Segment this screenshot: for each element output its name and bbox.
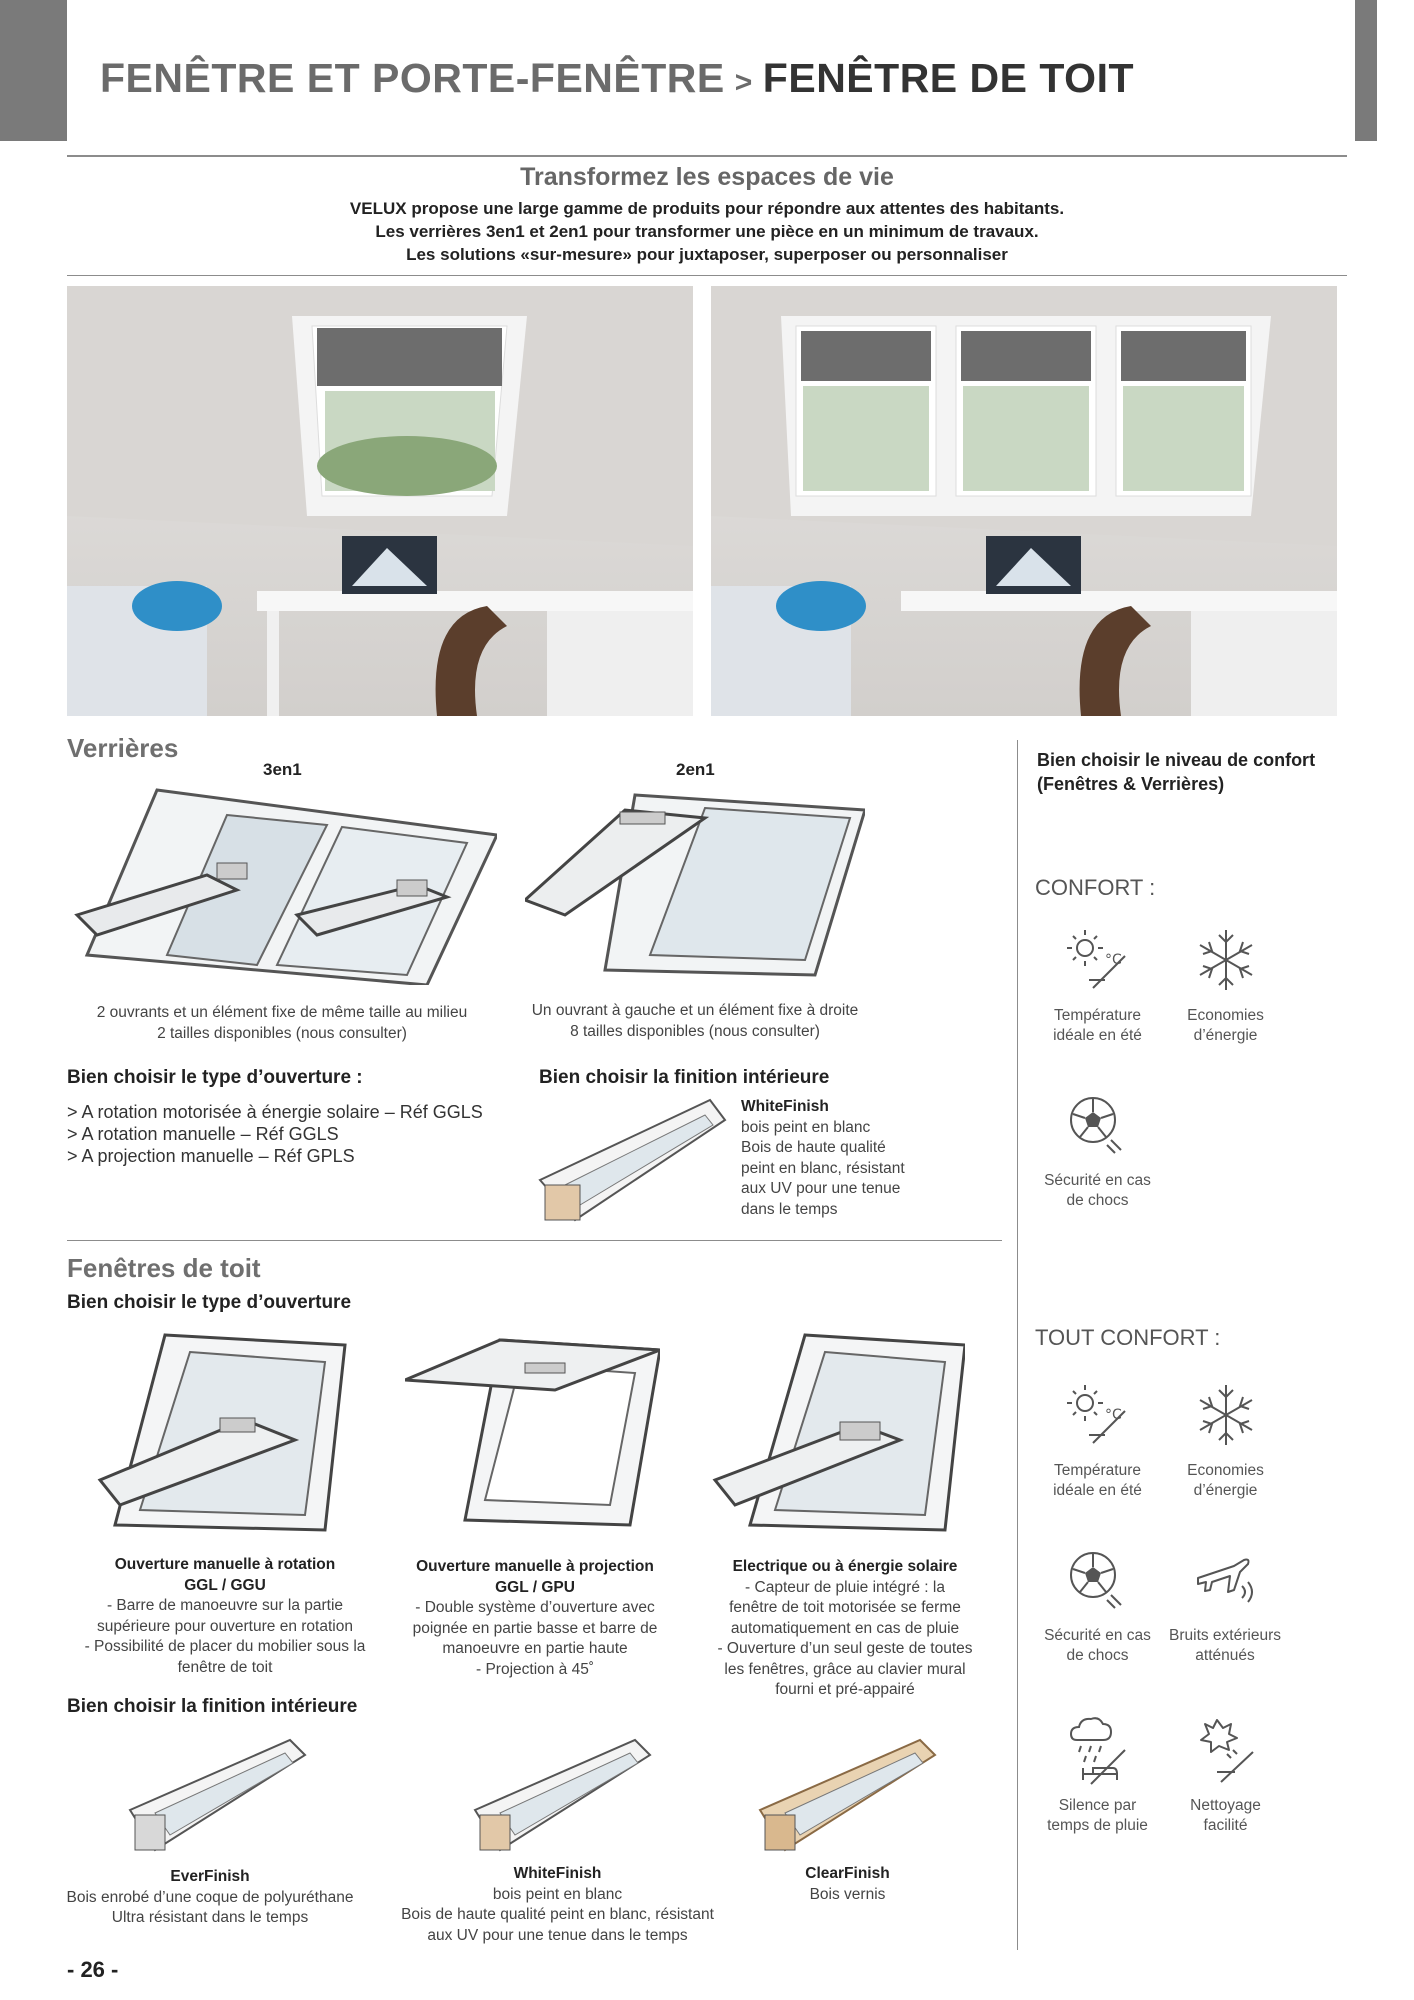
tout-confort-item-security — [1040, 1540, 1155, 1666]
opening-line: fourni et pré-appairé — [775, 1681, 915, 1698]
finish-line: Bois enrobé d’une coque de polyuréthane — [66, 1888, 354, 1906]
finish-name: EverFinish — [170, 1868, 250, 1885]
fenetres-opening-heading: Bien choisir le type d’ouverture — [67, 1292, 352, 1313]
verrieres-title: Verrières — [67, 733, 179, 763]
opening-title: Ouverture manuelle à rotation — [114, 1556, 336, 1573]
svg-text:°C: °C — [1104, 1407, 1122, 1423]
rain-bed-icon — [1063, 1710, 1133, 1790]
list-item: > A rotation manuelle – Réf GGLS — [67, 1124, 339, 1144]
tout-confort-item-noise — [1160, 1540, 1290, 1666]
intro-line: Les verrières 3en1 et 2en1 pour transformer une pièce en un minimum de travaux. — [375, 222, 1039, 241]
verrieres-opening-list — [67, 1101, 483, 1167]
finish-line: peint en blanc, résistant — [741, 1159, 905, 1177]
room-photo-triple — [711, 286, 1337, 716]
whitefinish-image — [470, 1735, 655, 1860]
opening-line: - Possibilité de placer du mobilier sous la — [84, 1638, 366, 1655]
heading-line: (Fenêtres & Verrières) — [1037, 774, 1225, 794]
sidebar-heading — [1037, 748, 1315, 796]
fenetres-title: Fenêtres de toit — [67, 1253, 261, 1283]
opening-line: - Barre de manoeuvre sur la partie — [106, 1597, 344, 1614]
finish-line: aux UV pour une tenue — [741, 1180, 901, 1197]
page-tab-right — [1355, 0, 1377, 141]
list-item: > A projection manuelle – Réf GPLS — [67, 1146, 355, 1166]
opening-line: poignée en partie basse et barre de — [412, 1619, 658, 1637]
tout-confort-item-temperature — [1040, 1375, 1155, 1501]
title-sub: FENÊTRE DE TOIT — [762, 55, 1135, 101]
icon-label: Température — [1053, 1007, 1141, 1024]
opening-line: - Double système d’ouverture avec — [415, 1599, 655, 1616]
opening-line: - Capteur de pluie intégré : la — [745, 1578, 945, 1596]
sun-temperature-icon — [1063, 920, 1133, 1000]
opening-line: - Projection à 45˚ — [475, 1660, 595, 1678]
opening-line: - Ouverture d’un seul geste de toutes — [717, 1640, 973, 1657]
icon-label: Economies — [1187, 1007, 1264, 1024]
icon-label: Economies — [1187, 1462, 1264, 1479]
finish-line: dans le temps — [741, 1200, 838, 1218]
tout-confort-title: TOUT CONFORT : — [1035, 1325, 1221, 1350]
confort-title: CONFORT : — [1035, 875, 1156, 900]
title-separator: > — [734, 66, 753, 99]
list-item: > A rotation motorisée à énergie solaire – Réf GGLS — [67, 1102, 483, 1122]
intro-rule — [67, 275, 1347, 276]
opening-line: manoeuvre en partie haute — [442, 1640, 628, 1657]
heading-line: Bien choisir le niveau de confort — [1037, 750, 1316, 770]
sidebar-divider — [1017, 740, 1018, 1950]
icon-label: Silence par — [1058, 1797, 1137, 1814]
ball-impact-icon — [1063, 1540, 1133, 1620]
intro-title: Transformez les espaces de vie — [520, 163, 894, 191]
opening-line: fenêtre de toit motorisée se ferme — [729, 1599, 961, 1616]
fenetres-finish-heading: Bien choisir la finition intérieure — [67, 1696, 358, 1717]
verriere-2en1-image — [525, 790, 865, 980]
verriere-finish-desc — [741, 1097, 905, 1220]
icon-label: atténués — [1195, 1647, 1255, 1664]
page-tab-left — [0, 0, 67, 141]
svg-text:°C: °C — [1104, 952, 1122, 968]
finish-line: Bois vernis — [809, 1885, 886, 1903]
confort-item-security — [1040, 1085, 1155, 1211]
everfinish-image — [125, 1735, 310, 1860]
snowflake-icon — [1191, 1375, 1261, 1455]
desc-line: 2 tailles disponibles (nous consulter) — [157, 1024, 407, 1042]
window-projection-image — [405, 1335, 660, 1530]
opening-ref: GGL / GGU — [184, 1576, 266, 1594]
opening-projection-desc — [385, 1557, 685, 1680]
intro-line: VELUX propose une large gamme de produits pour répondre aux attentes des habitants. — [349, 199, 1065, 218]
title-main: FENÊTRE ET PORTE-FENÊTRE — [100, 55, 725, 101]
product-3en1-desc — [67, 1003, 497, 1044]
finish-line: Bois de haute qualité — [741, 1139, 886, 1156]
icon-label: Bruits extérieurs — [1169, 1627, 1281, 1644]
opening-ref: GGL / GPU — [495, 1578, 575, 1596]
snowflake-icon — [1191, 920, 1261, 1000]
desc-line: Un ouvrant à gauche et un élément fixe à droite — [531, 1002, 859, 1019]
icon-label: idéale en été — [1053, 1027, 1142, 1044]
sun-temperature-icon — [1063, 1375, 1133, 1455]
finish-name: WhiteFinish — [513, 1865, 602, 1882]
finish-line: Bois de haute qualité peint en blanc, résistant — [401, 1906, 714, 1923]
icon-label: de chocs — [1066, 1192, 1129, 1209]
window-electric-image — [710, 1330, 965, 1535]
confort-item-energy — [1168, 920, 1283, 1046]
window-rotation-image — [95, 1330, 350, 1535]
tout-confort-item-rain — [1040, 1710, 1155, 1836]
product-2en1-desc — [515, 1001, 875, 1042]
opening-line: les fenêtres, grâce au clavier mural — [724, 1660, 966, 1678]
opening-line: fenêtre de toit — [177, 1658, 273, 1676]
icon-label: d’énergie — [1193, 1027, 1258, 1044]
verriere-finish-image — [535, 1095, 730, 1225]
product-2en1-label: 2en1 — [676, 760, 715, 779]
opening-rotation-desc — [80, 1555, 370, 1678]
header-rule — [67, 155, 1347, 157]
finish-line: bois peint en blanc — [741, 1118, 871, 1136]
tout-confort-item-cleaning — [1168, 1710, 1283, 1836]
clearfinish-desc — [760, 1864, 935, 1905]
icon-label: idéale en été — [1053, 1482, 1142, 1499]
page-number: - 26 - — [67, 1957, 119, 1982]
opening-line: supérieure pour ouverture en rotation — [97, 1617, 353, 1635]
icon-label: facilité — [1203, 1817, 1248, 1834]
ball-impact-icon — [1063, 1085, 1133, 1165]
finish-line: Ultra résistant dans le temps — [111, 1909, 309, 1926]
section-rule — [67, 1240, 1002, 1241]
icon-label: Température — [1053, 1462, 1141, 1479]
clearfinish-image — [755, 1735, 940, 1860]
finish-name: WhiteFinish — [741, 1098, 829, 1115]
opening-electric-desc — [695, 1557, 995, 1701]
intro-line: Les solutions «sur-mesure» pour juxtaposer, superposer ou personnaliser — [406, 245, 1008, 264]
finish-line: aux UV pour une tenue dans le temps — [427, 1926, 688, 1944]
desc-line: 2 ouvrants et un élément fixe de même taille au milieu — [96, 1004, 468, 1021]
desc-line: 8 tailles disponibles (nous consulter) — [570, 1022, 820, 1040]
icon-label: d’énergie — [1193, 1482, 1258, 1499]
page-title — [100, 55, 1134, 102]
room-photo-single — [67, 286, 693, 716]
tout-confort-item-energy — [1168, 1375, 1283, 1501]
verrieres-finish-heading: Bien choisir la finition intérieure — [539, 1067, 830, 1088]
verriere-3en1-image — [67, 785, 497, 985]
opening-title: Ouverture manuelle à projection — [416, 1558, 654, 1575]
whitefinish-desc — [385, 1864, 730, 1946]
finish-name: ClearFinish — [805, 1865, 890, 1882]
icon-label: de chocs — [1066, 1647, 1129, 1664]
everfinish-desc — [55, 1867, 365, 1929]
confort-item-temperature — [1040, 920, 1155, 1046]
product-3en1-label: 3en1 — [263, 760, 302, 779]
opening-line: automatiquement en cas de pluie — [730, 1619, 960, 1637]
verrieres-opening-heading: Bien choisir le type d’ouverture : — [67, 1067, 363, 1088]
airplane-noise-icon — [1190, 1540, 1260, 1620]
icon-label: temps de pluie — [1047, 1817, 1148, 1834]
icon-label: Sécurité en cas — [1044, 1627, 1151, 1644]
icon-label: Nettoyage — [1190, 1797, 1261, 1814]
icon-label: Sécurité en cas — [1044, 1172, 1151, 1189]
finish-line: bois peint en blanc — [492, 1885, 623, 1903]
opening-title: Electrique ou à énergie solaire — [732, 1558, 958, 1575]
leaf-clean-icon — [1191, 1710, 1261, 1790]
